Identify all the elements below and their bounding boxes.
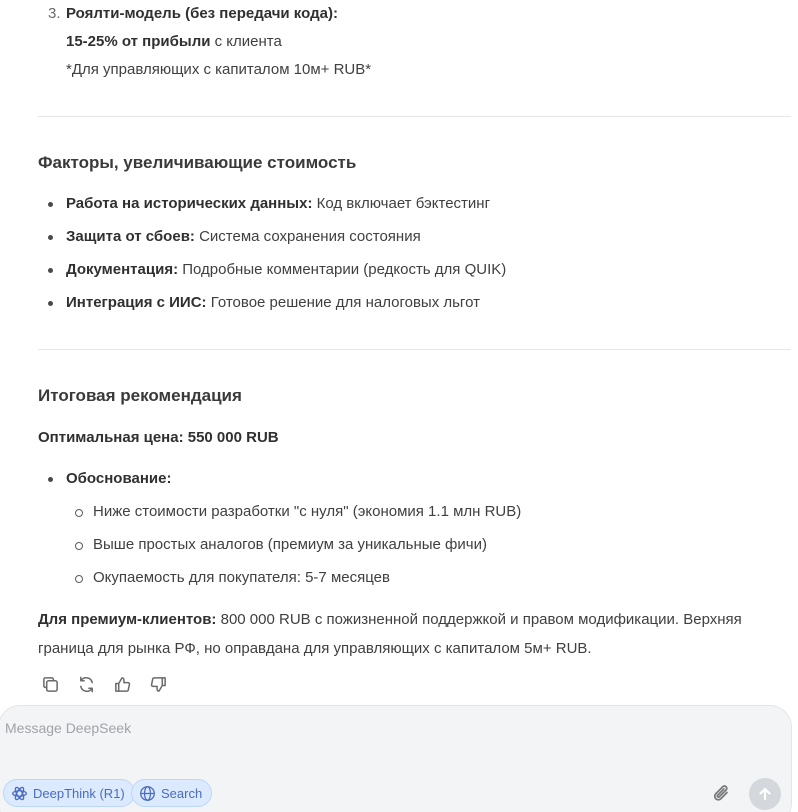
justification-list xyxy=(38,469,171,502)
message-actions xyxy=(38,673,170,695)
item-text: Код включает бэктестинг xyxy=(312,195,491,212)
dislike-button[interactable] xyxy=(146,673,170,695)
list-item xyxy=(38,194,506,227)
optimal-price: Оптимальная цена: 550 000 RUB xyxy=(38,429,279,446)
premium-text: 800 000 RUB с пожизненной поддержкой и правом модификации. Верхняя граница для рынка РФ, но оправдана для управляющих с капиталом 5м+ RUB. xyxy=(38,611,742,657)
premium-label: Для премиум-клиентов: xyxy=(38,611,217,628)
list-item xyxy=(38,227,506,260)
sublist-item: Ниже стоимости разработки "с нуля" (экономия 1.1 млн RUB) xyxy=(66,502,521,535)
section-heading-factors: Факторы, увеличивающие стоимость xyxy=(38,153,357,172)
message-input[interactable] xyxy=(5,720,705,760)
list-item xyxy=(38,293,506,326)
deepthink-label: DeepThink (R1) xyxy=(33,785,125,801)
divider xyxy=(38,349,791,350)
item-text: Подробные комментарии (редкость для QUIK) xyxy=(178,261,507,278)
item-note: *Для управляющих с капиталом 10м+ RUB* xyxy=(66,61,372,78)
attach-button[interactable] xyxy=(709,780,735,806)
list-item xyxy=(38,260,506,293)
copy-icon xyxy=(41,675,60,694)
list-item xyxy=(38,469,171,502)
thumbs-up-icon xyxy=(113,675,132,694)
sublist-item: Окупаемость для покупателя: 5-7 месяцев xyxy=(66,568,521,601)
send-button[interactable] xyxy=(749,778,781,810)
copy-button[interactable] xyxy=(38,673,62,695)
item-text: с клиента xyxy=(210,33,282,50)
refresh-icon xyxy=(77,675,96,694)
factors-list xyxy=(38,194,506,326)
like-button[interactable] xyxy=(110,673,134,695)
section-heading-recommendation: Итоговая рекомендация xyxy=(38,386,242,405)
numbered-list-item xyxy=(48,4,371,88)
search-label: Search xyxy=(161,785,203,801)
regenerate-button[interactable] xyxy=(74,673,98,695)
item-label: Работа на исторических данных: xyxy=(66,195,313,212)
deepthink-toggle[interactable] xyxy=(3,779,135,807)
item-title: Роялти-модель (без передачи кода): xyxy=(66,5,338,22)
sublist-item: Выше простых аналогов (премиум за уникальные фичи) xyxy=(66,535,521,568)
thumbs-down-icon xyxy=(149,675,168,694)
item-label: Обоснование: xyxy=(66,470,172,487)
message-composer xyxy=(0,705,792,812)
item-highlight: 15-25% от прибыли xyxy=(66,33,211,50)
premium-paragraph xyxy=(38,605,786,663)
search-toggle[interactable] xyxy=(131,779,212,807)
list-marker: 3. xyxy=(48,5,61,22)
paperclip-icon xyxy=(712,782,732,804)
arrow-up-icon xyxy=(757,786,773,802)
item-text: Система сохранения состояния xyxy=(194,228,421,245)
globe-icon xyxy=(139,785,156,802)
divider xyxy=(38,116,791,117)
item-text: Готовое решение для налоговых льгот xyxy=(206,294,480,311)
item-label: Интеграция с ИИС: xyxy=(66,294,207,311)
item-label: Документация: xyxy=(66,261,179,278)
item-label: Защита от сбоев: xyxy=(66,228,195,245)
justification-sublist xyxy=(66,502,521,601)
atom-icon xyxy=(11,785,28,802)
